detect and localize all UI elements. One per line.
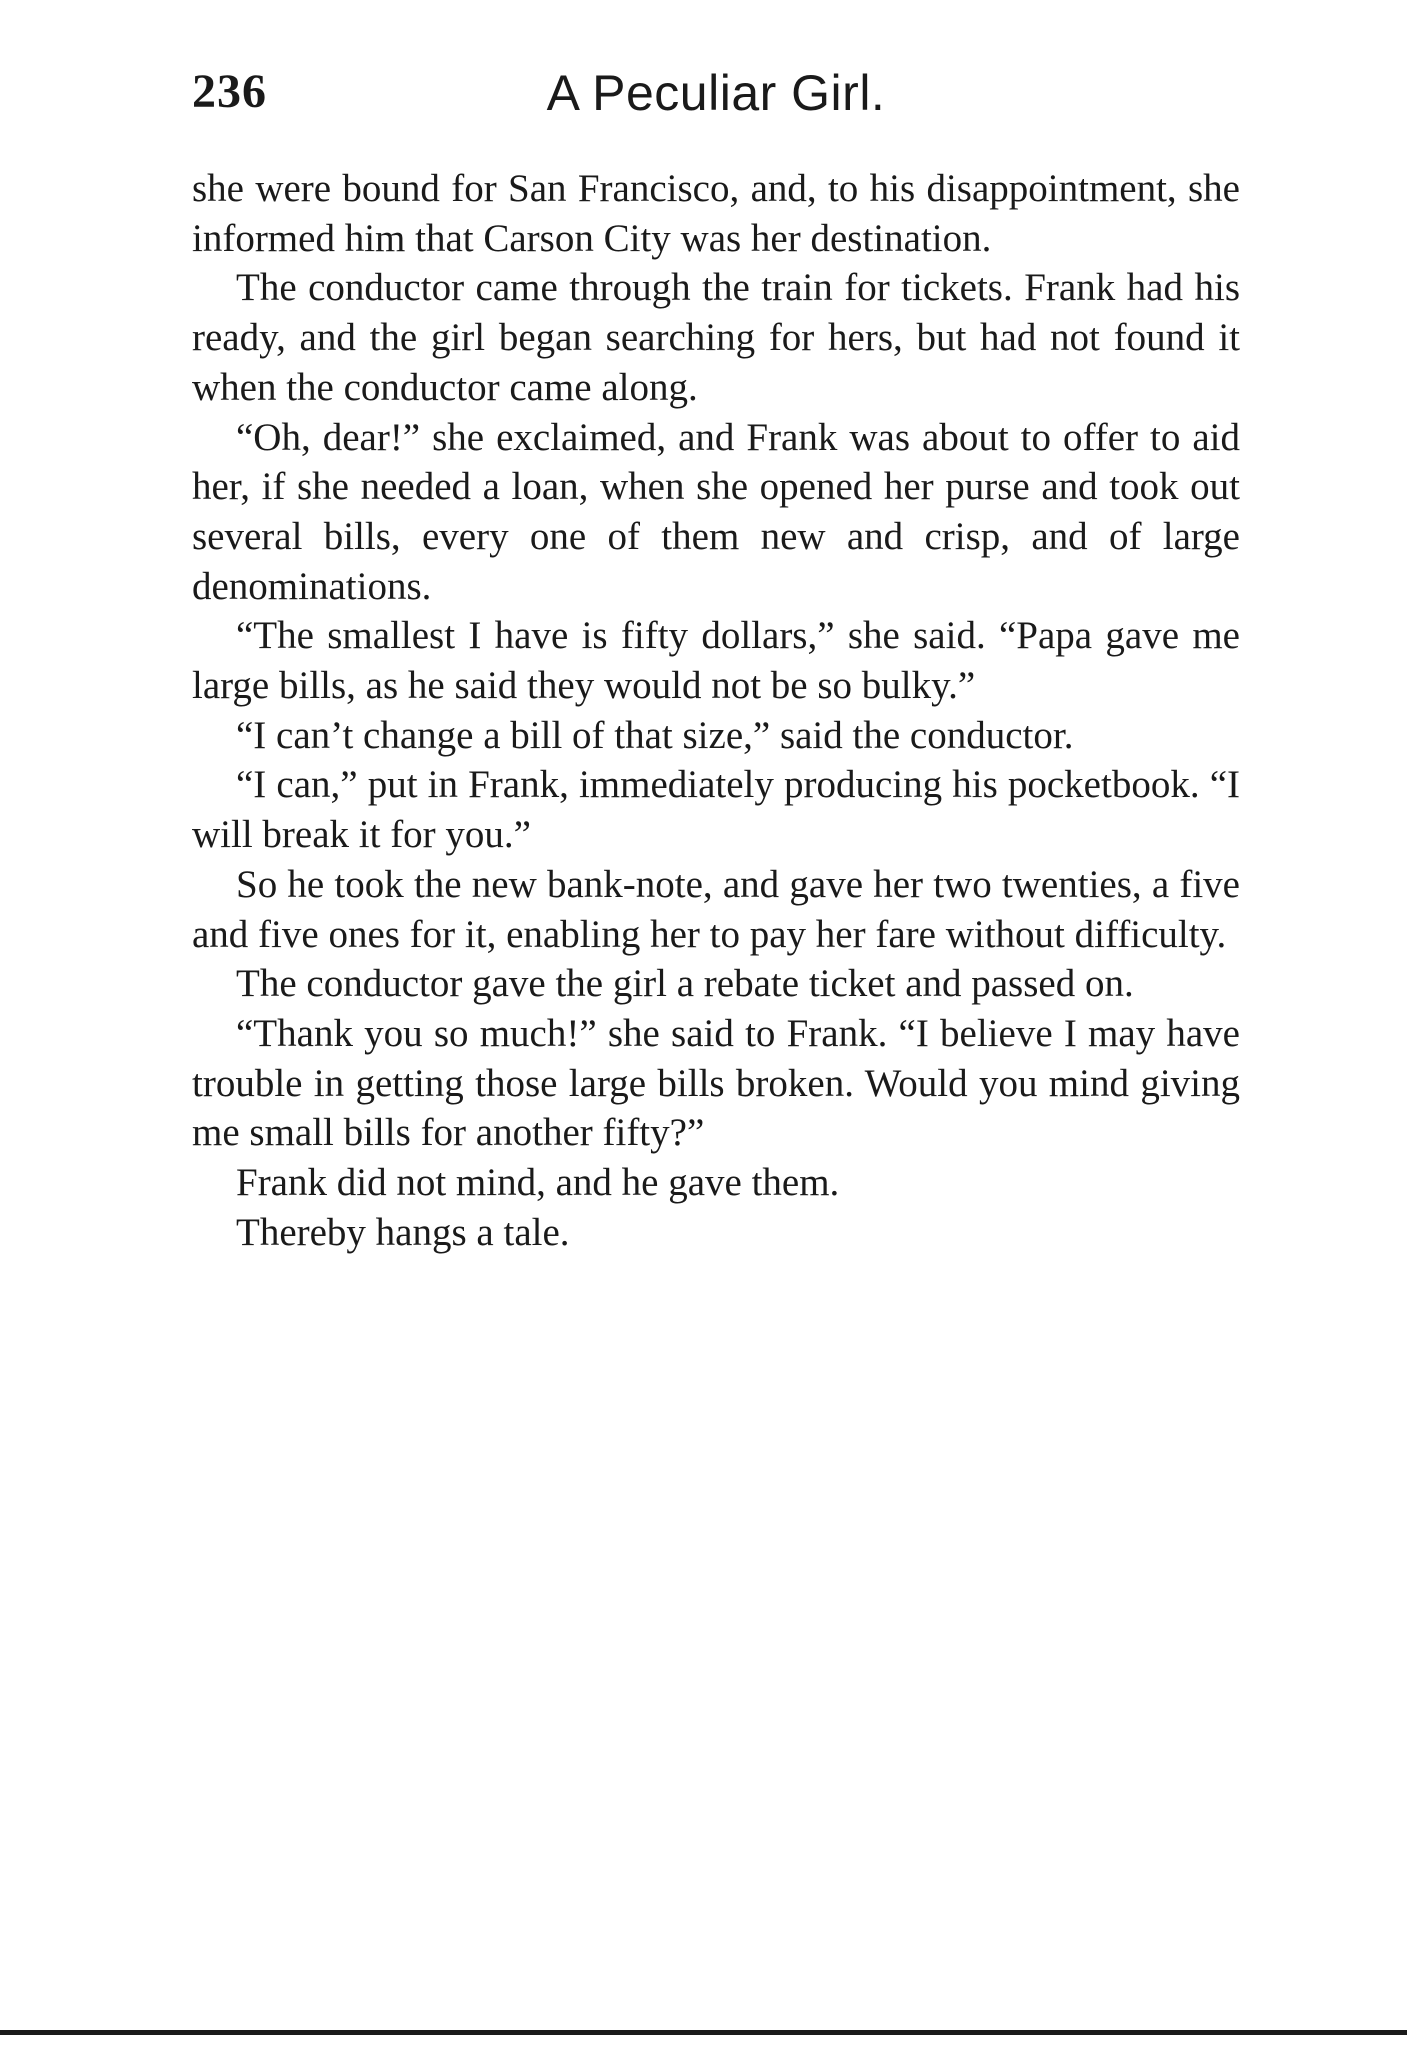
- paragraph: “I can’t change a bill of that size,” said the conductor.: [236, 713, 1074, 757]
- body-text: [192, 164, 1240, 1257]
- paragraph: So he took the new bank-note, and gave her two twenties, a five and five ones for it, enabling her to pay her fare without difficulty.: [192, 862, 1240, 956]
- paragraph: The conductor came through the train for tickets. Frank had his ready, and the girl began searching for hers, but had not found it when the conductor came along.: [192, 266, 1240, 409]
- page-header: [192, 64, 1240, 144]
- paragraph: “The smallest I have is fifty dollars,” she said. “Papa gave me large bills, as he said they would not be so bulky.”: [192, 614, 1240, 708]
- paragraph: “I can,” put in Frank, immediately producing his pocketbook. “I will break it for you.”: [192, 763, 1240, 857]
- paragraph: she were bound for San Francisco, and, to his disappointment, she informed him that Carson City was her destination.: [192, 167, 1240, 260]
- paragraph: Thereby hangs a tale.: [236, 1210, 570, 1254]
- paragraph: “Oh, dear!” she exclaimed, and Frank was about to offer to aid her, if she needed a loan, when she opened her purse and took out several bills, every one of them new and crisp, and of large denominations.: [192, 415, 1240, 608]
- running-title: A Peculiar Girl.: [546, 65, 886, 121]
- paragraph: Frank did not mind, and he gave them.: [236, 1161, 840, 1205]
- paragraph: “Thank you so much!” she said to Frank. “I believe I may have trouble in getting those large bills broken. Would you mind giving me small bills for another fifty?”: [192, 1011, 1240, 1155]
- page-number: 236: [192, 65, 267, 118]
- bottom-rule: [0, 2030, 1407, 2035]
- paragraph: The conductor gave the girl a rebate ticket and passed on.: [236, 962, 1134, 1006]
